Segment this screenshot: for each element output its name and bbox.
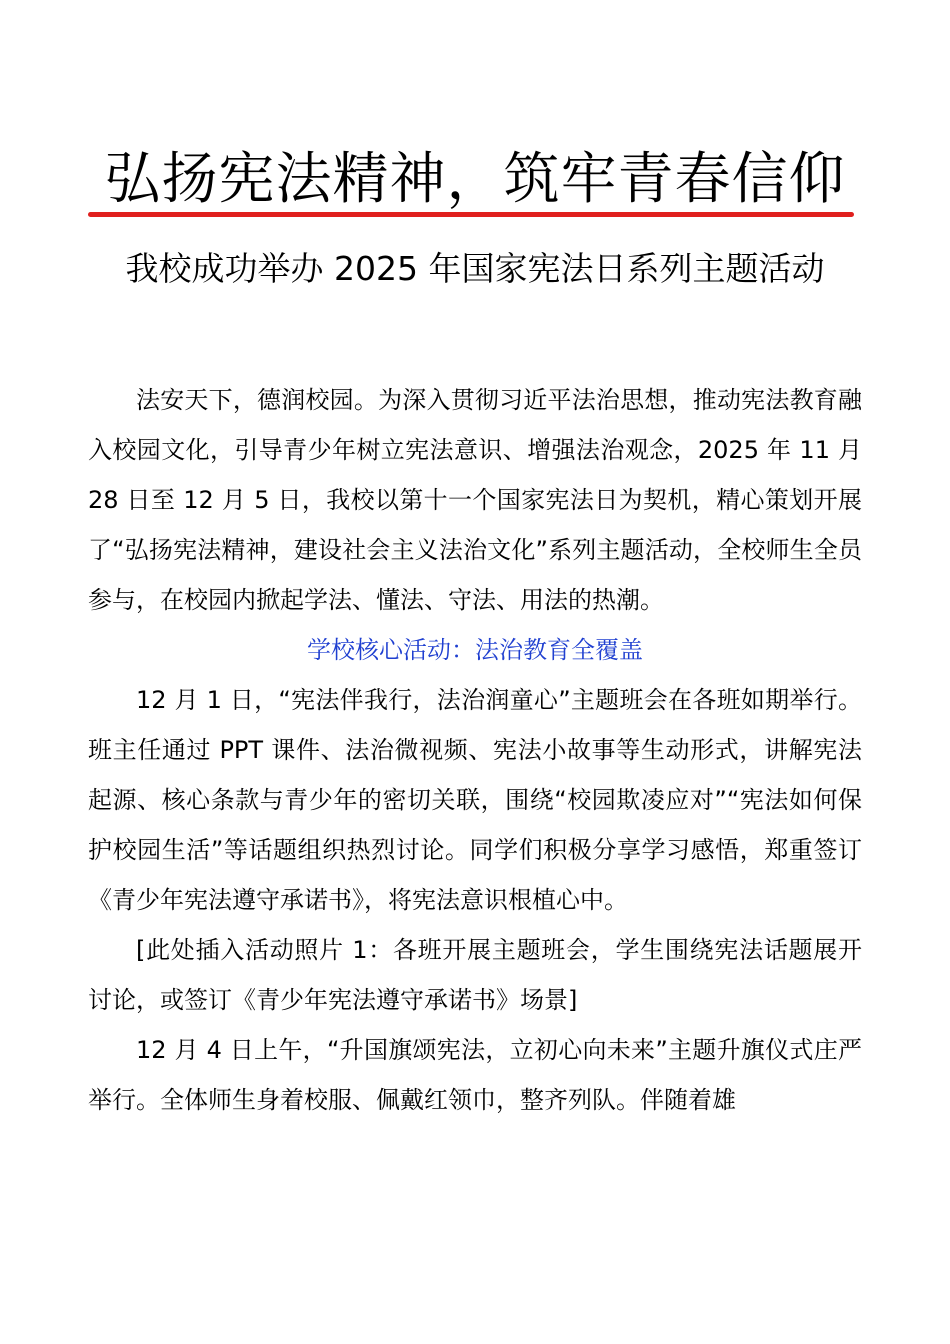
body-paragraph: 12 月 4 日上午，“升国旗颂宪法，立初心向未来”主题升旗仪式庄严举行。全体师生身着校服、佩戴红领巾，整齐列队。伴随着雄	[88, 1036, 862, 1114]
body-paragraph: 12 月 1 日，“宪法伴我行，法治润童心”主题班会在各班如期举行。班主任通过 PPT 课件、法治微视频、宪法小故事等生动形式，讲解宪法起源、核心条款与青少年的密切关联，围绕“校园欺凌应对”“宪法如何保护校园生活”等话题组织热烈讨论。同学们积极分享学习感悟，郑重签订《青少年宪法遵守承诺书》，将宪法意识根植心中。	[88, 686, 862, 914]
main-title: 弘扬宪法精神，筑牢青春信仰	[104, 147, 846, 212]
subtitle: 我校成功举办 2025 年国家宪法日系列主题活动	[125, 249, 825, 288]
intro-paragraph: 法安天下，德润校园。为深入贯彻习近平法治思想，推动宪法教育融入校园文化，引导青少年树立宪法意识、增强法治观念，2025 年 11 月 28 日至 12 月 5 日，我校以第十一个国家宪法日为契机，精心策划开展了“弘扬宪法精神，建设社会主义法治文化”系列主题活动，全校师生全员参与，在校园内掀起学法、懂法、守法、用法的热潮。	[88, 386, 862, 614]
photo-placeholder-note: [此处插入活动照片 1：各班开展主题班会，学生围绕宪法话题展开讨论，或签订《青少年宪法遵守承诺书》场景]	[88, 936, 862, 1014]
title-red-rule	[88, 212, 854, 217]
section-heading: 学校核心活动：法治教育全覆盖	[307, 636, 643, 664]
article-body	[88, 375, 862, 1125]
